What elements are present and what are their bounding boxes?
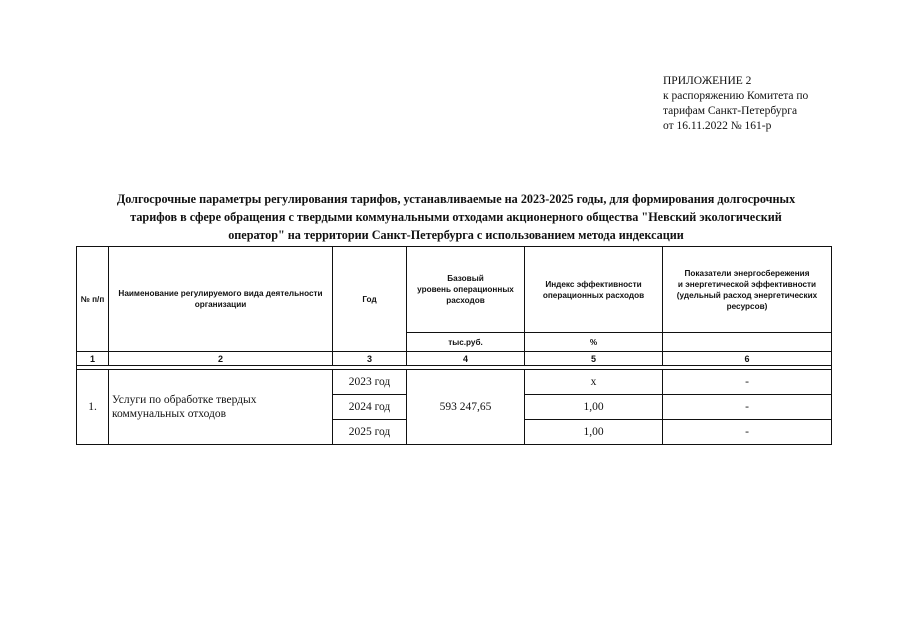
efficiency-index-value: 1,00: [525, 395, 663, 420]
table-header-row: [77, 247, 832, 333]
column-number: 5: [525, 352, 663, 366]
unit-base: тыс.руб.: [407, 333, 525, 352]
row-number: 1.: [77, 370, 109, 445]
unit-efficiency: %: [525, 333, 663, 352]
column-number-row: [77, 352, 832, 366]
header-energy-line: ресурсов): [726, 301, 768, 311]
column-number: 4: [407, 352, 525, 366]
base-level-value: 593 247,65: [407, 370, 525, 445]
annex-line: ПРИЛОЖЕНИЕ 2: [663, 75, 752, 87]
header-energy-line: и энергетической эффективности: [677, 279, 817, 289]
energy-indicator-value: -: [663, 420, 832, 445]
annex-header: [663, 74, 863, 134]
column-number: 6: [663, 352, 832, 366]
title-line: тарифов в сфере обращения с твердыми коммунальными отходами акционерного общества "Невский экологический: [130, 210, 782, 224]
header-base-level: [407, 247, 525, 333]
column-number: 3: [333, 352, 407, 366]
efficiency-index-value: x: [525, 370, 663, 395]
annex-line: от 16.11.2022 № 161-р: [663, 120, 772, 132]
service-name-line: коммунальных отходов: [112, 408, 227, 420]
header-num: № п/п: [77, 247, 109, 352]
header-energy-line: (удельный расход энергетических: [676, 290, 818, 300]
table-row: [77, 370, 832, 395]
energy-indicator-value: -: [663, 370, 832, 395]
header-base-line: Базовый: [447, 274, 484, 283]
year-cell: 2025 год: [333, 420, 407, 445]
annex-line: к распоряжению Комитета по: [663, 90, 809, 102]
header-energy-line: Показатели энергосбережения: [684, 268, 810, 278]
header-base-line: расходов: [446, 296, 485, 305]
title-line: оператор" на территории Санкт-Петербурга с использованием метода индексации: [228, 228, 684, 242]
service-name: [109, 370, 333, 445]
year-cell: 2024 год: [333, 395, 407, 420]
header-base-line: уровень операционных: [417, 285, 514, 294]
column-number: 2: [109, 352, 333, 366]
annex-line: тарифам Санкт-Петербурга: [663, 105, 798, 117]
year-cell: 2023 год: [333, 370, 407, 395]
title-line: Долгосрочные параметры регулирования тарифов, устанавливаемые на 2023-2025 годы, для формирования долгосрочных: [116, 192, 796, 206]
header-efficiency-line: Индекс эффективности: [545, 279, 642, 289]
header-efficiency-line: операционных расходов: [542, 290, 645, 300]
energy-indicator-value: -: [663, 395, 832, 420]
header-efficiency-index: [525, 247, 663, 333]
document-title: [80, 190, 832, 244]
unit-energy: [663, 333, 832, 352]
efficiency-index-value: 1,00: [525, 420, 663, 445]
header-year: Год: [333, 247, 407, 352]
header-energy-indicators: [663, 247, 832, 333]
header-activity: Наименование регулируемого вида деятельности организации: [109, 247, 333, 352]
parameters-table: [76, 246, 832, 445]
column-number: 1: [77, 352, 109, 366]
service-name-line: Услуги по обработке твердых: [112, 394, 257, 406]
